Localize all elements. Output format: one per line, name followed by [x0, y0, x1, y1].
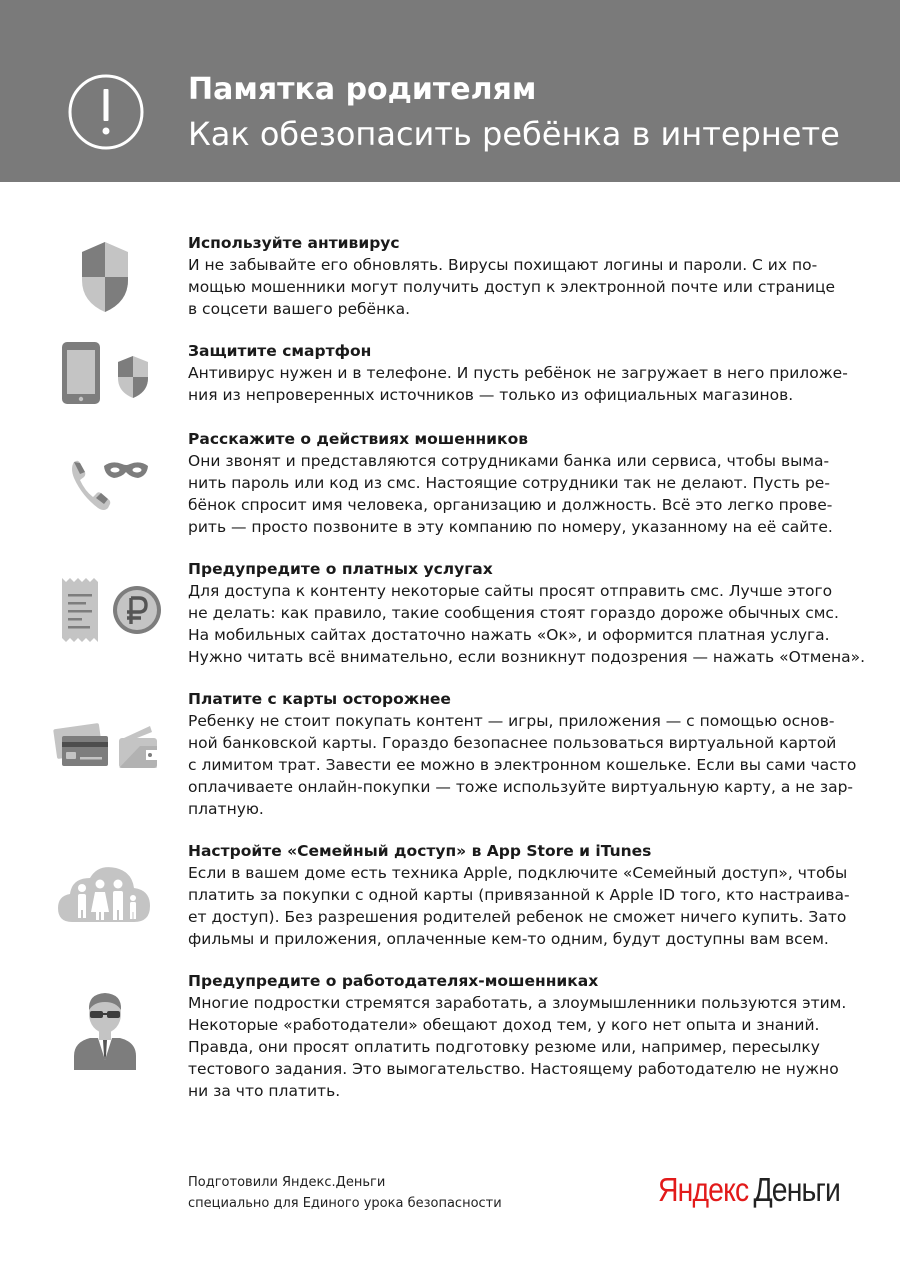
agent-man-icon — [0, 970, 180, 1070]
ruble-coin-icon — [113, 586, 161, 634]
tip-icons — [0, 340, 180, 440]
tip-line: Правда, они просят оплатить подготовку резюме или, например, пересылку — [188, 1038, 820, 1056]
tip-line: платить за покупки с одной карты (привязанной к Apple ID того, кто настраива- — [188, 886, 850, 904]
tip-line: бёнок спросит имя человека, организацию и должность. Всё это легко прове- — [188, 496, 833, 514]
footer-line: специально для Единого урока безопасности — [188, 1196, 502, 1211]
tip-icons — [0, 558, 180, 658]
tip-line: На мобильных сайтах достаточно нажать «Ок», и оформится платная услуга. — [188, 626, 830, 644]
tip-line: Нужно читать всё внимательно, если возникнут подозрения — нажать «Отмена». — [188, 648, 866, 666]
footer-credits — [188, 1172, 502, 1214]
tip-line: Если в вашем доме есть техника Apple, подключите «Семейный доступ», чтобы — [188, 864, 848, 882]
tip-title: Платите с карты осторожнее — [188, 690, 451, 708]
page-subtitle: Как обезопасить ребёнка в интернете — [188, 115, 840, 153]
yandex-money-logo — [658, 1170, 840, 1210]
tip-title: Предупредите о платных услугах — [188, 560, 493, 578]
tip-line: фильмы и приложения, оплаченные кем-то одним, будут доступны вам всем. — [188, 930, 829, 948]
tip-line: в соцсети вашего ребёнка. — [188, 300, 411, 318]
tip-line: с лимитом трат. Завести ее можно в электронном кошельке. Если вы сами часто — [188, 756, 857, 774]
tip-icons — [0, 688, 180, 788]
tip-line: нить пароль или код из смс. Настоящие сотрудники так не делают. Пусть ре- — [188, 474, 830, 492]
tip-line: Антивирус нужен и в телефоне. И пусть ребёнок не загружает в него приложе- — [188, 364, 848, 382]
logo-part-yandex: Яндекс — [658, 1171, 749, 1208]
tip-title: Расскажите о действиях мошенников — [188, 430, 529, 448]
tip-line: ни за что платить. — [188, 1082, 341, 1100]
header-banner — [0, 0, 900, 182]
receipt-icon — [62, 578, 98, 642]
tip-line: Многие подростки стремятся заработать, а злоумышленники пользуются этим. — [188, 994, 847, 1012]
footer-line: Подготовили Яндекс.Деньги — [188, 1175, 386, 1190]
logo-part-dengi: Деньги — [753, 1171, 840, 1208]
mask-icon — [104, 462, 148, 478]
tip-line: ет доступ). Без разрешения родителей ребенок не сможет ничего купить. Зато — [188, 908, 847, 926]
tip-line: мощью мошенники могут получить доступ к электронной почте или странице — [188, 278, 836, 296]
shield-icon — [0, 232, 180, 332]
tip-line: ния из непроверенных источников — только из официальных магазинов. — [188, 386, 794, 404]
tip-line: И не забывайте его обновлять. Вирусы похищают логины и пароли. С их по- — [188, 256, 818, 274]
tip-title: Настройте «Семейный доступ» в App Store и iTunes — [188, 842, 652, 860]
family-cloud-icon — [0, 840, 180, 940]
bank-cards-icon — [53, 723, 108, 766]
tip-line: оплачиваете онлайн-покупки — тоже используйте виртуальную карту, а не зар- — [188, 778, 854, 796]
tip-title: Предупредите о работодателях-мошенниках — [188, 972, 599, 990]
wallet-icon — [119, 726, 157, 768]
tip-line: не делать: как правило, такие сообщения стоят гораздо дороже обычных смс. — [188, 604, 839, 622]
page-title: Памятка родителям — [188, 72, 537, 107]
tip-title: Используйте антивирус — [188, 234, 400, 252]
tip-line: ной банковской карты. Гораздо безопаснее пользоваться виртуальной картой — [188, 734, 837, 752]
tip-line: рить — просто позвоните в эту компанию по номеру, указанному на её сайте. — [188, 518, 833, 536]
tip-line: Ребенку не стоит покупать контент — игры, приложения — с помощью основ- — [188, 712, 835, 730]
tip-line: Они звонят и представляются сотрудниками банка или сервиса, чтобы выма- — [188, 452, 830, 470]
tip-line: платную. — [188, 800, 264, 818]
tip-line: Для доступа к контенту некоторые сайты просят отправить смс. Лучше этого — [188, 582, 833, 600]
smartphone-icon — [62, 342, 100, 404]
tip-title: Защитите смартфон — [188, 342, 372, 360]
tip-icons — [0, 428, 180, 528]
shield-icon — [118, 356, 148, 398]
exclamation-circle-icon — [67, 73, 145, 151]
tip-line: тестового задания. Это вымогательство. Настоящему работодателю не нужно — [188, 1060, 839, 1078]
tip-line: Некоторые «работодатели» обещают доход тем, у кого нет опыта и знаний. — [188, 1016, 820, 1034]
